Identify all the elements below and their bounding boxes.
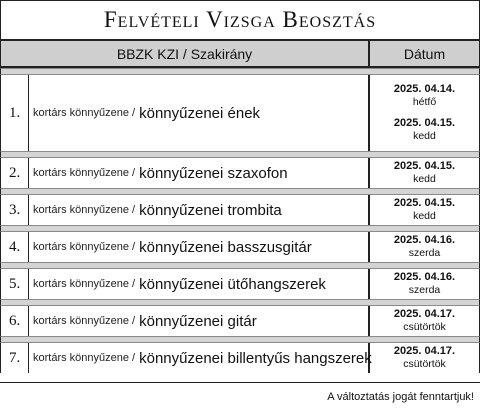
row-number: 6.	[1, 306, 29, 336]
row-number: 5.	[1, 269, 29, 299]
table-row	[0, 343, 480, 373]
date-entry	[394, 117, 455, 143]
date-entry	[394, 83, 455, 109]
row-subject	[29, 306, 370, 336]
date-entry	[394, 308, 455, 334]
date-value: 2025. 04.17.	[393, 345, 456, 357]
table-row	[0, 232, 480, 262]
date-value: 2025. 04.15.	[393, 117, 456, 129]
subject-prefix: kortárs könnyűzene /	[33, 107, 136, 119]
subject-prefix: kortárs könnyűzene /	[33, 315, 136, 327]
row-date	[370, 306, 479, 336]
subject-name: könnyűzenei billentyűs hangszerek	[139, 349, 372, 367]
table-row	[0, 158, 480, 188]
date-value: 2025. 04.15.	[393, 160, 456, 172]
weekday: csütörtök	[403, 358, 446, 370]
row-separator	[0, 262, 480, 269]
row-date	[370, 343, 479, 373]
subject-prefix: kortárs könnyűzene /	[33, 167, 136, 179]
table-body	[0, 68, 480, 373]
row-separator	[0, 336, 480, 343]
subject-name: könnyűzenei trombita	[139, 201, 282, 219]
date-value: 2025. 04.14.	[393, 83, 456, 95]
row-subject	[29, 195, 370, 225]
row-subject	[29, 269, 370, 299]
weekday: szerda	[408, 247, 441, 259]
row-date	[370, 269, 479, 299]
date-entry	[394, 234, 455, 260]
subject-name: könnyűzenei gitár	[139, 312, 257, 330]
table-row	[0, 195, 480, 225]
subject-prefix: kortárs könnyűzene /	[33, 241, 136, 253]
row-date	[370, 195, 479, 225]
row-number: 7.	[1, 343, 29, 373]
date-value: 2025. 04.15.	[393, 197, 456, 209]
header-date: Dátum	[403, 45, 446, 62]
row-separator	[0, 225, 480, 232]
date-entry	[394, 271, 455, 297]
date-value: 2025. 04.16.	[393, 271, 456, 283]
date-value: 2025. 04.16.	[393, 234, 456, 246]
subject-name: könnyűzenei szaxofon	[139, 164, 288, 182]
weekday: kedd	[413, 210, 436, 222]
weekday: csütörtök	[403, 321, 446, 333]
footer-note: A változtatás jogát fenntartjuk!	[0, 382, 480, 410]
table-row	[0, 306, 480, 336]
table-row	[0, 75, 480, 151]
date-entry	[394, 345, 455, 371]
page-title: Felvételi Vizsga Beosztás	[0, 0, 480, 41]
row-subject	[29, 75, 370, 151]
subject-prefix: kortárs könnyűzene /	[33, 204, 136, 216]
subject-prefix: kortárs könnyűzene /	[33, 352, 136, 364]
subject-name: könnyűzenei ütőhangszerek	[139, 275, 326, 293]
row-separator	[0, 188, 480, 195]
row-separator	[0, 151, 480, 158]
subject-prefix: kortárs könnyűzene /	[33, 278, 136, 290]
date-entry	[394, 160, 455, 186]
header-subject: BBZK KZI / Szakirány	[1, 41, 370, 66]
row-separator	[0, 68, 480, 75]
row-number: 1.	[1, 75, 29, 151]
subject-name: könnyűzenei basszusgitár	[139, 238, 312, 256]
row-date	[370, 75, 479, 151]
row-date	[370, 158, 479, 188]
date-entry	[394, 197, 455, 223]
row-number: 2.	[1, 158, 29, 188]
row-number: 4.	[1, 232, 29, 262]
row-subject	[29, 158, 370, 188]
subject-name: könnyűzenei ének	[139, 104, 261, 122]
weekday: szerda	[408, 284, 441, 296]
row-number: 3.	[1, 195, 29, 225]
row-separator	[0, 299, 480, 306]
weekday: hétfő	[412, 96, 437, 108]
row-subject	[29, 232, 370, 262]
row-date	[370, 232, 479, 262]
weekday: kedd	[413, 130, 436, 142]
row-subject	[29, 343, 370, 373]
table-row	[0, 269, 480, 299]
weekday: kedd	[413, 173, 436, 185]
table-header	[0, 41, 480, 68]
date-value: 2025. 04.17.	[393, 308, 456, 320]
